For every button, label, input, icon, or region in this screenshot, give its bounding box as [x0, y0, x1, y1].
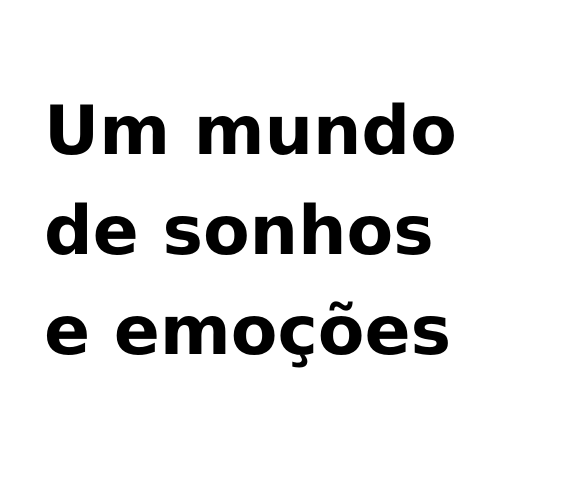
- headline-line-2: de sonhos: [44, 192, 434, 271]
- headline-line-3: e emoções: [44, 292, 452, 371]
- headline: [44, 82, 457, 382]
- headline-line-1: Um mundo: [44, 92, 457, 171]
